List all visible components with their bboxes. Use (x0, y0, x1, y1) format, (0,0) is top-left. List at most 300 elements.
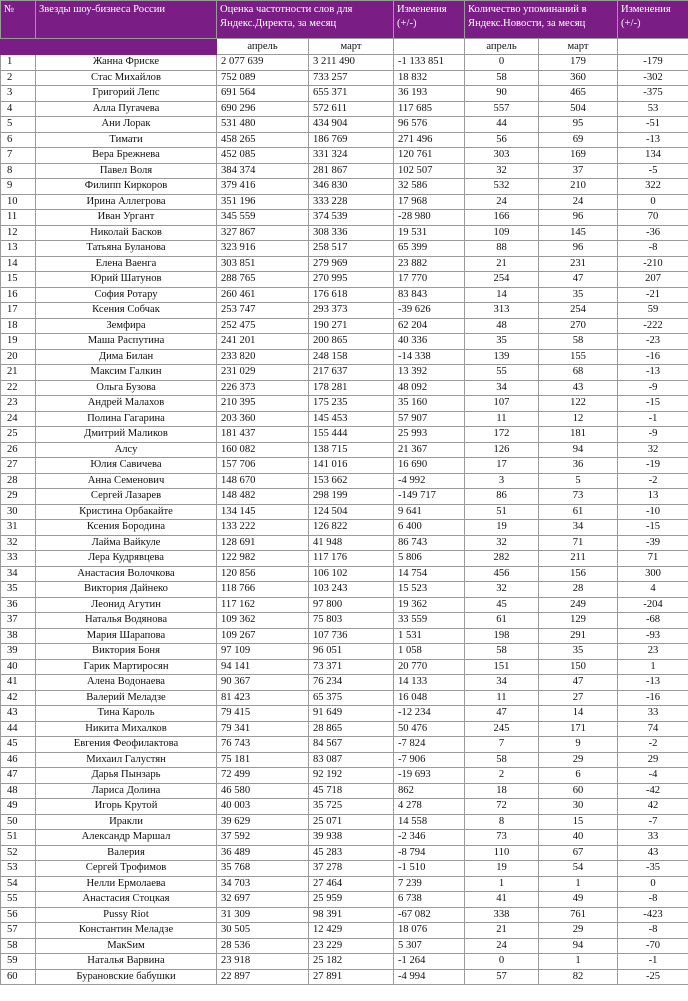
row-number: 6 (1, 132, 36, 148)
mentions-march: 14 (539, 706, 618, 722)
freq-april: 148 670 (217, 473, 309, 489)
row-number: 39 (1, 644, 36, 660)
mentions-march: 249 (539, 597, 618, 613)
star-name: Стас Михайлов (36, 70, 217, 86)
mentions-march: 291 (539, 628, 618, 644)
table-row (1, 566, 688, 582)
freq-april: 531 480 (217, 117, 309, 133)
mentions-march: 156 (539, 566, 618, 582)
freq-change: 1 531 (394, 628, 465, 644)
mentions-april: 1 (465, 876, 539, 892)
table-row (1, 721, 688, 737)
star-name: Ксения Бородина (36, 520, 217, 536)
freq-march: 733 257 (309, 70, 394, 86)
row-number: 22 (1, 380, 36, 396)
freq-change: 62 204 (394, 318, 465, 334)
row-number: 36 (1, 597, 36, 613)
star-name: Ирина Аллегрова (36, 194, 217, 210)
freq-march: 27 464 (309, 876, 394, 892)
freq-change: 117 685 (394, 101, 465, 117)
freq-april: 253 747 (217, 303, 309, 319)
star-name: Алла Пугачева (36, 101, 217, 117)
mentions-april: 557 (465, 101, 539, 117)
mentions-change: 0 (618, 194, 688, 210)
mentions-march: 49 (539, 892, 618, 908)
freq-march: 346 830 (309, 179, 394, 195)
star-name: Бурановские бабушки (36, 969, 217, 985)
mentions-march: 9 (539, 737, 618, 753)
table-row (1, 334, 688, 350)
star-name: Виктория Дайнеко (36, 582, 217, 598)
star-name: Александр Маршал (36, 830, 217, 846)
row-number: 38 (1, 628, 36, 644)
mentions-march: 68 (539, 365, 618, 381)
mentions-change: -10 (618, 504, 688, 520)
freq-april: 2 077 639 (217, 55, 309, 71)
freq-change: 271 496 (394, 132, 465, 148)
mentions-change: 134 (618, 148, 688, 164)
row-number: 10 (1, 194, 36, 210)
mentions-march: 15 (539, 814, 618, 830)
mentions-change: 207 (618, 272, 688, 288)
row-number: 18 (1, 318, 36, 334)
row-number: 50 (1, 814, 36, 830)
row-number: 21 (1, 365, 36, 381)
freq-change: 17 968 (394, 194, 465, 210)
star-name: София Ротару (36, 287, 217, 303)
star-name: Игорь Крутой (36, 799, 217, 815)
freq-march: 65 375 (309, 690, 394, 706)
freq-april: 122 982 (217, 551, 309, 567)
row-number: 58 (1, 938, 36, 954)
mentions-change: -423 (618, 907, 688, 923)
freq-change: 57 907 (394, 411, 465, 427)
star-name: Наталья Водянова (36, 613, 217, 629)
mentions-april: 107 (465, 396, 539, 412)
freq-change: 17 770 (394, 272, 465, 288)
mentions-march: 179 (539, 55, 618, 71)
freq-change: -4 994 (394, 969, 465, 985)
mentions-april: 58 (465, 752, 539, 768)
mentions-april: 245 (465, 721, 539, 737)
freq-april: 75 181 (217, 752, 309, 768)
mentions-change: -8 (618, 923, 688, 939)
mentions-change: 70 (618, 210, 688, 226)
mentions-change: -4 (618, 768, 688, 784)
freq-change: 16 690 (394, 458, 465, 474)
star-name: Наталья Варвина (36, 954, 217, 970)
mentions-change: -1 (618, 954, 688, 970)
row-number: 9 (1, 179, 36, 195)
mentions-march: 1 (539, 954, 618, 970)
row-number: 5 (1, 117, 36, 133)
star-name: Земфира (36, 318, 217, 334)
mentions-march: 231 (539, 256, 618, 272)
freq-march: 41 948 (309, 535, 394, 551)
mentions-change: -302 (618, 70, 688, 86)
mentions-april: 19 (465, 861, 539, 877)
table-row (1, 117, 688, 133)
mentions-april: 56 (465, 132, 539, 148)
mentions-march: 34 (539, 520, 618, 536)
row-number: 15 (1, 272, 36, 288)
star-name: МакSим (36, 938, 217, 954)
table-row (1, 70, 688, 86)
table-row (1, 504, 688, 520)
freq-march: 96 051 (309, 644, 394, 660)
mentions-change: -15 (618, 396, 688, 412)
mentions-march: 211 (539, 551, 618, 567)
star-name: Филипп Киркоров (36, 179, 217, 195)
star-name: Юлия Савичева (36, 458, 217, 474)
freq-change: 6 400 (394, 520, 465, 536)
mentions-april: 139 (465, 349, 539, 365)
mentions-change: 33 (618, 706, 688, 722)
header-change2: Изменения (+/-) (618, 1, 688, 39)
mentions-march: 129 (539, 613, 618, 629)
table-row (1, 303, 688, 319)
freq-march: 28 865 (309, 721, 394, 737)
mentions-april: 532 (465, 179, 539, 195)
star-name: Кристина Орбакайте (36, 504, 217, 520)
table-row (1, 318, 688, 334)
freq-change: 86 743 (394, 535, 465, 551)
freq-march: 176 618 (309, 287, 394, 303)
table-row (1, 799, 688, 815)
star-name: Елена Ваенга (36, 256, 217, 272)
mentions-april: 0 (465, 954, 539, 970)
mentions-march: 40 (539, 830, 618, 846)
freq-change: 15 523 (394, 582, 465, 598)
freq-april: 28 536 (217, 938, 309, 954)
table-row (1, 163, 688, 179)
row-number: 32 (1, 535, 36, 551)
row-number: 37 (1, 613, 36, 629)
table-row (1, 55, 688, 71)
freq-change: -8 794 (394, 845, 465, 861)
row-number: 52 (1, 845, 36, 861)
freq-change: -14 338 (394, 349, 465, 365)
freq-march: 98 391 (309, 907, 394, 923)
freq-march: 25 959 (309, 892, 394, 908)
table-row (1, 551, 688, 567)
mentions-change: 23 (618, 644, 688, 660)
freq-change: 19 362 (394, 597, 465, 613)
freq-change: 9 641 (394, 504, 465, 520)
freq-march: 138 715 (309, 442, 394, 458)
freq-march: 27 891 (309, 969, 394, 985)
freq-march: 153 662 (309, 473, 394, 489)
row-number: 17 (1, 303, 36, 319)
mentions-change: -204 (618, 597, 688, 613)
table-row (1, 752, 688, 768)
mentions-change: -16 (618, 690, 688, 706)
mentions-april: 172 (465, 427, 539, 443)
table-row (1, 101, 688, 117)
star-name: Лера Кудрявцева (36, 551, 217, 567)
mentions-change: -93 (618, 628, 688, 644)
mentions-change: -179 (618, 55, 688, 71)
mentions-april: 48 (465, 318, 539, 334)
mentions-change: -7 (618, 814, 688, 830)
row-number: 7 (1, 148, 36, 164)
freq-change: 7 239 (394, 876, 465, 892)
row-number: 19 (1, 334, 36, 350)
mentions-march: 1 (539, 876, 618, 892)
table-row (1, 272, 688, 288)
row-number: 53 (1, 861, 36, 877)
freq-april: 345 559 (217, 210, 309, 226)
freq-april: 35 768 (217, 861, 309, 877)
freq-change: 40 336 (394, 334, 465, 350)
row-number: 45 (1, 737, 36, 753)
mentions-change: -9 (618, 427, 688, 443)
freq-april: 118 766 (217, 582, 309, 598)
freq-april: 94 141 (217, 659, 309, 675)
table-row (1, 892, 688, 908)
freq-april: 72 499 (217, 768, 309, 784)
table-row (1, 969, 688, 985)
freq-march: 97 800 (309, 597, 394, 613)
table-row (1, 380, 688, 396)
mentions-march: 29 (539, 923, 618, 939)
mentions-april: 32 (465, 582, 539, 598)
freq-april: 120 856 (217, 566, 309, 582)
mentions-change: -51 (618, 117, 688, 133)
star-name: Алена Водонаева (36, 675, 217, 691)
freq-april: 691 564 (217, 86, 309, 102)
mentions-change: -2 (618, 737, 688, 753)
mentions-april: 2 (465, 768, 539, 784)
row-number: 11 (1, 210, 36, 226)
freq-march: 279 969 (309, 256, 394, 272)
freq-march: 374 539 (309, 210, 394, 226)
freq-change: 36 193 (394, 86, 465, 102)
table-row (1, 690, 688, 706)
mentions-change: -16 (618, 349, 688, 365)
freq-march: 73 371 (309, 659, 394, 675)
freq-march: 655 371 (309, 86, 394, 102)
freq-change: 5 806 (394, 551, 465, 567)
freq-march: 258 517 (309, 241, 394, 257)
freq-change: 14 558 (394, 814, 465, 830)
header-name: Звезды шоу-бизнеса России (36, 1, 217, 39)
mentions-march: 12 (539, 411, 618, 427)
star-name: Дмитрий Маликов (36, 427, 217, 443)
row-number: 47 (1, 768, 36, 784)
row-number: 34 (1, 566, 36, 582)
mentions-change: 53 (618, 101, 688, 117)
mentions-april: 58 (465, 70, 539, 86)
freq-april: 458 265 (217, 132, 309, 148)
mentions-april: 282 (465, 551, 539, 567)
mentions-april: 17 (465, 458, 539, 474)
freq-march: 141 016 (309, 458, 394, 474)
mentions-change: -15 (618, 520, 688, 536)
star-name: Валерий Меладзе (36, 690, 217, 706)
star-name: Полина Гагарина (36, 411, 217, 427)
mentions-change: -8 (618, 892, 688, 908)
subheader-march: март (309, 39, 394, 55)
mentions-april: 55 (465, 365, 539, 381)
row-number: 35 (1, 582, 36, 598)
table-row (1, 628, 688, 644)
freq-april: 233 820 (217, 349, 309, 365)
row-number: 57 (1, 923, 36, 939)
row-number: 14 (1, 256, 36, 272)
star-name: Иван Ургант (36, 210, 217, 226)
table-row (1, 706, 688, 722)
freq-change: -1 510 (394, 861, 465, 877)
star-name: Сергей Лазарев (36, 489, 217, 505)
mentions-april: 21 (465, 256, 539, 272)
mentions-change: 42 (618, 799, 688, 815)
mentions-april: 21 (465, 923, 539, 939)
star-name: Татьяна Буланова (36, 241, 217, 257)
table-row (1, 783, 688, 799)
mentions-march: 82 (539, 969, 618, 985)
star-name: Дарья Пынзарь (36, 768, 217, 784)
mentions-change: -70 (618, 938, 688, 954)
star-name: Григорий Лепс (36, 86, 217, 102)
star-name: Юрий Шатунов (36, 272, 217, 288)
mentions-change: -1 (618, 411, 688, 427)
mentions-march: 58 (539, 334, 618, 350)
subheader-blank (618, 39, 688, 55)
freq-change: 18 832 (394, 70, 465, 86)
row-number: 41 (1, 675, 36, 691)
star-name: Тина Кароль (36, 706, 217, 722)
star-name: Лайма Вайкуле (36, 535, 217, 551)
star-name: Дима Билан (36, 349, 217, 365)
mentions-april: 24 (465, 194, 539, 210)
freq-april: 157 706 (217, 458, 309, 474)
star-name: Вера Брежнева (36, 148, 217, 164)
freq-change: 48 092 (394, 380, 465, 396)
star-name: Леонид Агутин (36, 597, 217, 613)
mentions-april: 18 (465, 783, 539, 799)
table-row (1, 241, 688, 257)
freq-march: 107 736 (309, 628, 394, 644)
freq-change: -19 693 (394, 768, 465, 784)
row-number: 3 (1, 86, 36, 102)
mentions-april: 11 (465, 411, 539, 427)
mentions-march: 210 (539, 179, 618, 195)
mentions-april: 88 (465, 241, 539, 257)
subheader-march: март (539, 39, 618, 55)
table-row (1, 148, 688, 164)
star-name: Маша Распутина (36, 334, 217, 350)
table-row (1, 876, 688, 892)
table-row (1, 458, 688, 474)
mentions-april: 24 (465, 938, 539, 954)
freq-change: 35 160 (394, 396, 465, 412)
mentions-change: -375 (618, 86, 688, 102)
mentions-april: 303 (465, 148, 539, 164)
mentions-march: 122 (539, 396, 618, 412)
table-row (1, 132, 688, 148)
mentions-march: 43 (539, 380, 618, 396)
freq-change: -149 717 (394, 489, 465, 505)
mentions-march: 465 (539, 86, 618, 102)
star-name: Гарик Мартиросян (36, 659, 217, 675)
mentions-change: -23 (618, 334, 688, 350)
mentions-march: 761 (539, 907, 618, 923)
star-name: Константин Меладзе (36, 923, 217, 939)
row-number: 13 (1, 241, 36, 257)
table-row (1, 814, 688, 830)
mentions-march: 169 (539, 148, 618, 164)
mentions-change: 33 (618, 830, 688, 846)
mentions-april: 58 (465, 644, 539, 660)
freq-march: 37 278 (309, 861, 394, 877)
mentions-march: 47 (539, 272, 618, 288)
mentions-april: 14 (465, 287, 539, 303)
freq-april: 117 162 (217, 597, 309, 613)
table-row (1, 954, 688, 970)
subheader-blank (394, 39, 465, 55)
mentions-april: 41 (465, 892, 539, 908)
freq-march: 175 235 (309, 396, 394, 412)
freq-april: 203 360 (217, 411, 309, 427)
freq-change: 65 399 (394, 241, 465, 257)
mentions-april: 109 (465, 225, 539, 241)
mentions-march: 94 (539, 938, 618, 954)
freq-april: 252 475 (217, 318, 309, 334)
freq-april: 79 341 (217, 721, 309, 737)
freq-change: 83 843 (394, 287, 465, 303)
table-body (1, 55, 688, 985)
star-name: Максим Галкин (36, 365, 217, 381)
table-row (1, 768, 688, 784)
mentions-april: 254 (465, 272, 539, 288)
mentions-change: 71 (618, 551, 688, 567)
mentions-march: 181 (539, 427, 618, 443)
freq-april: 134 145 (217, 504, 309, 520)
row-number: 56 (1, 907, 36, 923)
row-number: 55 (1, 892, 36, 908)
mentions-change: 4 (618, 582, 688, 598)
star-name: Мария Шарапова (36, 628, 217, 644)
row-number: 8 (1, 163, 36, 179)
row-number: 31 (1, 520, 36, 536)
mentions-march: 73 (539, 489, 618, 505)
freq-march: 178 281 (309, 380, 394, 396)
mentions-change: 322 (618, 179, 688, 195)
row-number: 2 (1, 70, 36, 86)
mentions-april: 44 (465, 117, 539, 133)
row-number: 30 (1, 504, 36, 520)
freq-change: -12 234 (394, 706, 465, 722)
table-row (1, 489, 688, 505)
freq-change: -2 346 (394, 830, 465, 846)
table-row (1, 225, 688, 241)
mentions-change: -42 (618, 783, 688, 799)
table-row (1, 907, 688, 923)
subheader-blank (36, 39, 217, 55)
table-row (1, 349, 688, 365)
mentions-april: 73 (465, 830, 539, 846)
mentions-change: -2 (618, 473, 688, 489)
mentions-march: 254 (539, 303, 618, 319)
freq-april: 36 489 (217, 845, 309, 861)
header-num: № (1, 1, 36, 39)
freq-change: 120 761 (394, 148, 465, 164)
table-row (1, 923, 688, 939)
mentions-change: -19 (618, 458, 688, 474)
table-row (1, 938, 688, 954)
freq-april: 109 362 (217, 613, 309, 629)
